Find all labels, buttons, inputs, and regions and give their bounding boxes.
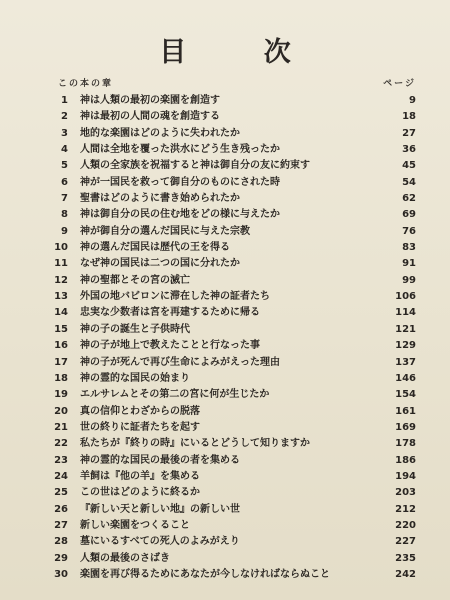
chapter-number: 15 (54, 323, 68, 335)
chapter-number: 11 (54, 258, 68, 270)
chapter-number: 8 (61, 209, 68, 221)
toc-entry (0, 518, 450, 534)
page-number: 69 (402, 209, 416, 221)
page-number: 203 (395, 487, 416, 499)
page-number: 106 (395, 291, 416, 303)
chapter-title: 人類の全家族を祝福すると神は御自分の友に約束す (80, 160, 310, 172)
page-number: 146 (395, 372, 416, 384)
toc-entry (0, 175, 450, 191)
chapter-number: 4 (61, 144, 68, 156)
toc-entry (0, 191, 450, 207)
page-number: 54 (402, 176, 416, 188)
page-column-header: ページ (383, 79, 416, 89)
chapter-number: 17 (54, 356, 68, 368)
page-number: 114 (395, 307, 416, 319)
chapter-title: 神が一国民を救って御自分のものにされた時 (80, 176, 280, 188)
chapter-title: 神の霊的な国民の始まり (80, 372, 190, 384)
chapter-title: 『新しい天と新しい地』の新しい世 (80, 503, 240, 515)
chapter-title: 神の子の誕生と子供時代 (80, 323, 190, 335)
chapter-title: 私たちが『終りの時』にいるとどうして知りますか (80, 438, 310, 450)
chapter-title: 外国の地バビロンに滞在した神の証者たち (80, 291, 270, 303)
chapter-column-header: この本の章 (58, 79, 114, 89)
chapter-number: 24 (54, 470, 68, 482)
chapter-title: 人類の最後のさばき (80, 552, 170, 564)
page-number: 194 (395, 470, 416, 482)
toc-entry (0, 404, 450, 420)
page-number: 129 (395, 340, 416, 352)
chapter-title: 神は人類の最初の楽園を創造す (80, 95, 220, 106)
toc-entry (0, 126, 450, 142)
toc-entry (0, 256, 450, 272)
toc-entry (0, 355, 450, 371)
toc-entry (0, 158, 450, 174)
page-number: 161 (395, 405, 416, 417)
chapter-number: 28 (54, 536, 68, 548)
chapter-number: 9 (61, 225, 68, 237)
toc-entry (0, 420, 450, 436)
page-number: 242 (395, 568, 416, 580)
chapter-title: 真の信仰とわざからの脱落 (80, 405, 200, 417)
page-number: 235 (395, 552, 416, 564)
chapter-title: 神の聖都とその宮の滅亡 (80, 274, 190, 286)
chapter-number: 7 (61, 193, 68, 205)
page-number: 186 (395, 454, 416, 466)
chapter-number: 1 (61, 95, 68, 106)
chapter-number: 10 (54, 242, 68, 254)
chapter-title: 神の子が死んで再び生命によみがえった理由 (80, 356, 280, 368)
chapter-title: 地的な楽園はどのように失われたか (80, 127, 240, 139)
chapter-number: 27 (54, 519, 68, 531)
page-number: 76 (402, 225, 416, 237)
toc-entry (0, 534, 450, 550)
page-number: 99 (402, 274, 416, 286)
page-number: 45 (402, 160, 416, 172)
toc-entry (0, 453, 450, 469)
toc-entry (0, 207, 450, 223)
toc-entry (0, 338, 450, 354)
toc-entry (0, 387, 450, 403)
page-number: 9 (409, 95, 416, 106)
toc-entry (0, 567, 450, 583)
page-number: 220 (395, 519, 416, 531)
chapter-title: 墓にいるすべての死人のよみがえり (80, 536, 240, 548)
page-number: 169 (395, 421, 416, 433)
toc-entry (0, 305, 450, 321)
chapter-title: エルサレムとその第二の宮に何が生じたか (80, 389, 270, 401)
toc-entry (0, 502, 450, 518)
chapter-title: なぜ神の国民は二つの国に分れたか (80, 258, 240, 270)
toc-entry (0, 109, 450, 125)
toc-entry (0, 469, 450, 485)
toc-entry (0, 93, 450, 109)
toc-entry (0, 322, 450, 338)
page-number: 62 (402, 193, 416, 205)
chapter-title: 神の霊的な国民の最後の者を集める (80, 454, 240, 466)
page-number: 36 (402, 144, 416, 156)
page-number: 91 (402, 258, 416, 270)
chapter-title: 人間は全地を覆った洪水にどう生き残ったか (80, 144, 280, 156)
page-number: 27 (402, 127, 416, 139)
chapter-number: 2 (61, 111, 68, 123)
toc-entry (0, 289, 450, 305)
page-title: 目 次 (159, 37, 325, 68)
chapter-number: 20 (54, 405, 68, 417)
chapter-number: 5 (61, 160, 68, 172)
page-number: 212 (395, 503, 416, 515)
chapter-title: 神は御自分の民の住む地をどの様に与えたか (80, 209, 280, 221)
toc-entry (0, 485, 450, 501)
page-number: 178 (395, 438, 416, 450)
page-number: 121 (395, 323, 416, 335)
chapter-number: 26 (54, 503, 68, 515)
chapter-title: 新しい楽園をつくること (80, 519, 190, 531)
chapter-number: 18 (54, 372, 68, 384)
chapter-number: 6 (61, 176, 68, 188)
chapter-number: 21 (54, 421, 68, 433)
chapter-number: 16 (54, 340, 68, 352)
chapter-title: 忠実な少数者は宮を再建するために帰る (80, 307, 260, 319)
chapter-title: 楽園を再び得るためにあなたが今しなければならぬこと (80, 568, 330, 580)
chapter-title: 神が御自分の選んだ国民に与えた宗教 (80, 225, 250, 237)
page-number: 154 (395, 389, 416, 401)
toc-entry (0, 224, 450, 240)
chapter-number: 22 (54, 438, 68, 450)
chapter-number: 12 (54, 274, 68, 286)
chapter-title: 聖書はどのように書き始められたか (80, 193, 240, 205)
chapter-title: 神の子が地上で教えたことと行なった事 (80, 340, 260, 352)
chapter-title: 神の選んだ国民は歴代の王を得る (80, 242, 230, 254)
page-number: 137 (395, 356, 416, 368)
chapter-title: 世の終りに証者たちを起す (80, 421, 200, 433)
toc-entry (0, 551, 450, 567)
chapter-number: 30 (54, 568, 68, 580)
chapter-number: 29 (54, 552, 68, 564)
toc-entry (0, 142, 450, 158)
chapter-title: 神は最初の人間の魂を創造する (80, 111, 220, 123)
chapter-number: 13 (54, 291, 68, 303)
chapter-title: この世はどのように終るか (80, 487, 200, 499)
page-number: 83 (402, 242, 416, 254)
chapter-number: 19 (54, 389, 68, 401)
chapter-number: 23 (54, 454, 68, 466)
chapter-title: 羊飼は『他の羊』を集める (80, 470, 200, 482)
page-number: 18 (402, 111, 416, 123)
chapter-number: 25 (54, 487, 68, 499)
toc-entry (0, 436, 450, 452)
toc-entry (0, 273, 450, 289)
toc-entry (0, 240, 450, 256)
toc-entry (0, 371, 450, 387)
toc-header (58, 76, 416, 90)
chapter-number: 14 (54, 307, 68, 319)
chapter-number: 3 (61, 127, 68, 139)
table-of-contents (0, 93, 450, 583)
page-number: 227 (395, 536, 416, 548)
